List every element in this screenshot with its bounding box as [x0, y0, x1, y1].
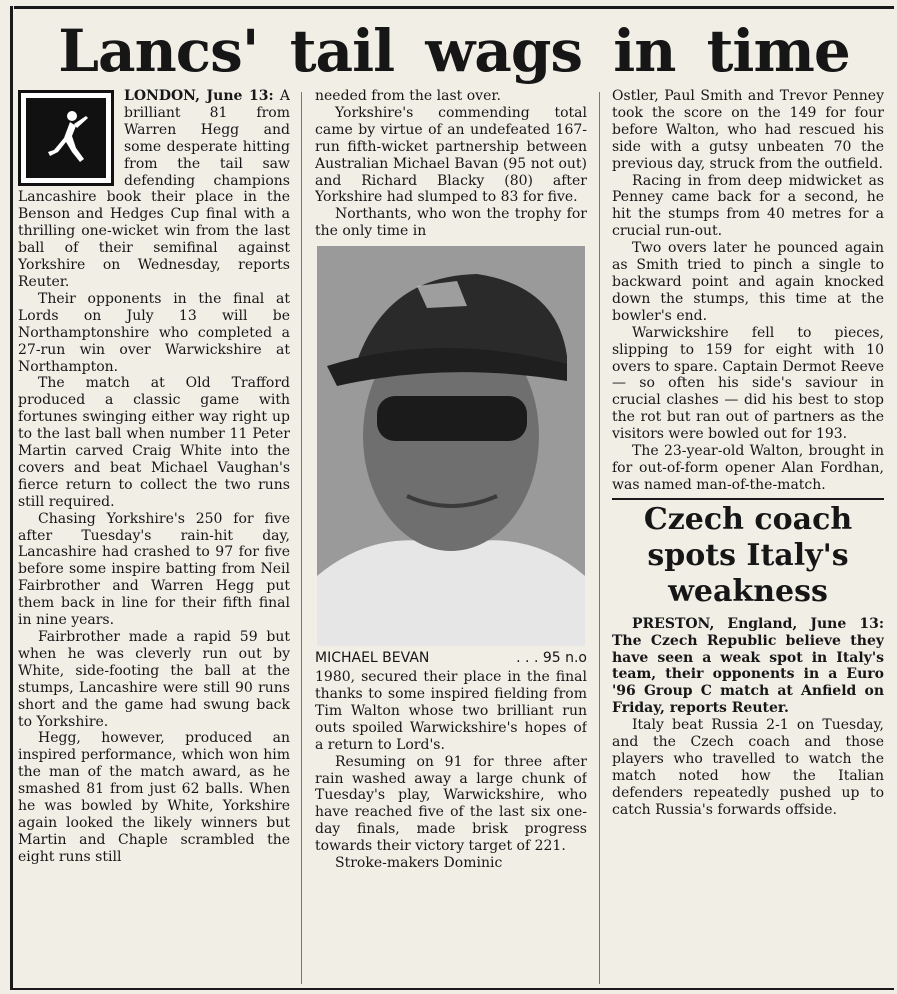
paragraph: Chasing Yorkshire's 250 for five after Tuesday's rain-hit day, Lancashire had crashed to 97 for five before some inspire batting from Neil Fairbrother and Warren Hegg put them back in line for their fifth final in nine years. [18, 510, 290, 629]
photo-caption [315, 650, 587, 667]
batsman-icon [34, 106, 98, 170]
paragraph: Their opponents in the final at Lords on July 13 will be Northamptonshire who completed a 27-run win over Warwickshire at Northampton. [18, 290, 290, 375]
paragraph: Fairbrother made a rapid 59 but when he was cleverly run out by White, side-footing the ball at the stumps, Lancashire were still 90 runs short and the game had swung back to Yorkshire. [18, 629, 290, 730]
paragraph: Two overs later he pounced again as Smith tried to pinch a single to backward point and again knocked down the stumps, this time at the bowler's end. [612, 240, 884, 324]
paragraph: The Czech Republic believe they have seen a weak spot in Italy's team, their opponents in a Euro '96 Group C match at Anfield on Friday, reports Reuter. [612, 632, 884, 717]
paragraph: Italy beat Russia 2-1 on Tuesday, and the Czech coach and those players who travelled to watch the match noted how the Italian defenders repeatedly pushed up to catch Russia's forwards offside. [612, 717, 884, 818]
paragraph: The 23-year-old Walton, brought in for out-of-form opener Alan Fordhan, was named man-of-the-match. [612, 443, 884, 493]
cricket-batsman-logo [18, 90, 114, 186]
column-separator [301, 92, 302, 984]
paragraph: Ostler, Paul Smith and Trevor Penney took the score on the 149 for four before Walton, who had rescued his side with a gutsy unbeaten 70 the previous day, struck from the outfield. [612, 88, 884, 172]
bottom-rule [10, 988, 894, 990]
article-column-2 [315, 88, 587, 984]
caption-name: MICHAEL BEVAN [315, 650, 430, 667]
dateline: PRESTON, England, June 13: [632, 615, 884, 632]
paragraph: 1980, secured their place in the final thanks to some inspired fielding from Tim Walton whose two brilliant run outs spoiled Warwickshire's hopes of a return to Lord's. [315, 669, 587, 753]
article-column-3 [612, 88, 884, 984]
headline: Lancs' tail wags in time [58, 17, 850, 85]
paragraph: Northants, who won the trophy for the only time in [315, 206, 587, 240]
caption-score: . . . 95 n.o [516, 650, 587, 667]
paragraph: Resuming on 91 for three after rain washed away a large chunk of Tuesday's play, Warwickshire, who have reached five of the last six one-day finals, made brisk progress towards their victory target of 221. [315, 753, 587, 855]
paragraph: Hegg, however, produced an inspired performance, which won him the man of the match award, as he smashed 81 from just 62 balls. When he was bowled by White, Yorkshire again looked the likely winners but Martin and Chaple scrambled the eight runs still [18, 730, 290, 865]
paragraph: Racing in from deep midwicket as Penney came back for a second, he hit the stumps from 40 metres for a crucial run-out. [612, 172, 884, 240]
paragraph: Yorkshire's commending total came by virtue of an undefeated 167-run fifth-wicket partnership between Australian Michael Bavan (95 not out) and Richard Blacky (80) after Yorkshire had slumped to 83 for five. [315, 104, 587, 206]
column-separator [599, 92, 600, 984]
article-column-1 [18, 88, 290, 984]
left-rule [10, 6, 13, 990]
player-photo [317, 246, 585, 646]
paragraph: A brilliant 81 from Warren Hegg and some desperate hitting from the tail saw defending champions Lancashire book their place in the Benson and Hedges Cup final with a thrilling one-wicket win from the last ball of their semifinal against Yorkshire on Wednesday, reports Reuter. [18, 88, 290, 290]
dateline: LONDON, June 13: [124, 88, 274, 104]
paragraph: The match at Old Trafford produced a classic game with fortunes swinging either way right up to the last ball when number 11 Peter Martin carved Craig White into the covers and beat Michael Vaughan's fierce return to collect the two runs still required. [18, 375, 290, 510]
paragraph: needed from the last over. [315, 88, 501, 104]
top-rule [14, 6, 894, 9]
paragraph: Warwickshire fell to pieces, slipping to 159 for eight with 10 overs to spare. Captain Dermot Reeve — so often his side's saviour in crucial clashes — did his best to stop the rot but ran out of partners as the visitors were bowled out for 193. [612, 324, 884, 443]
secondary-headline: Czech coach spots Italy's weakness [612, 498, 884, 610]
paragraph: Stroke-makers Dominic [335, 855, 503, 872]
